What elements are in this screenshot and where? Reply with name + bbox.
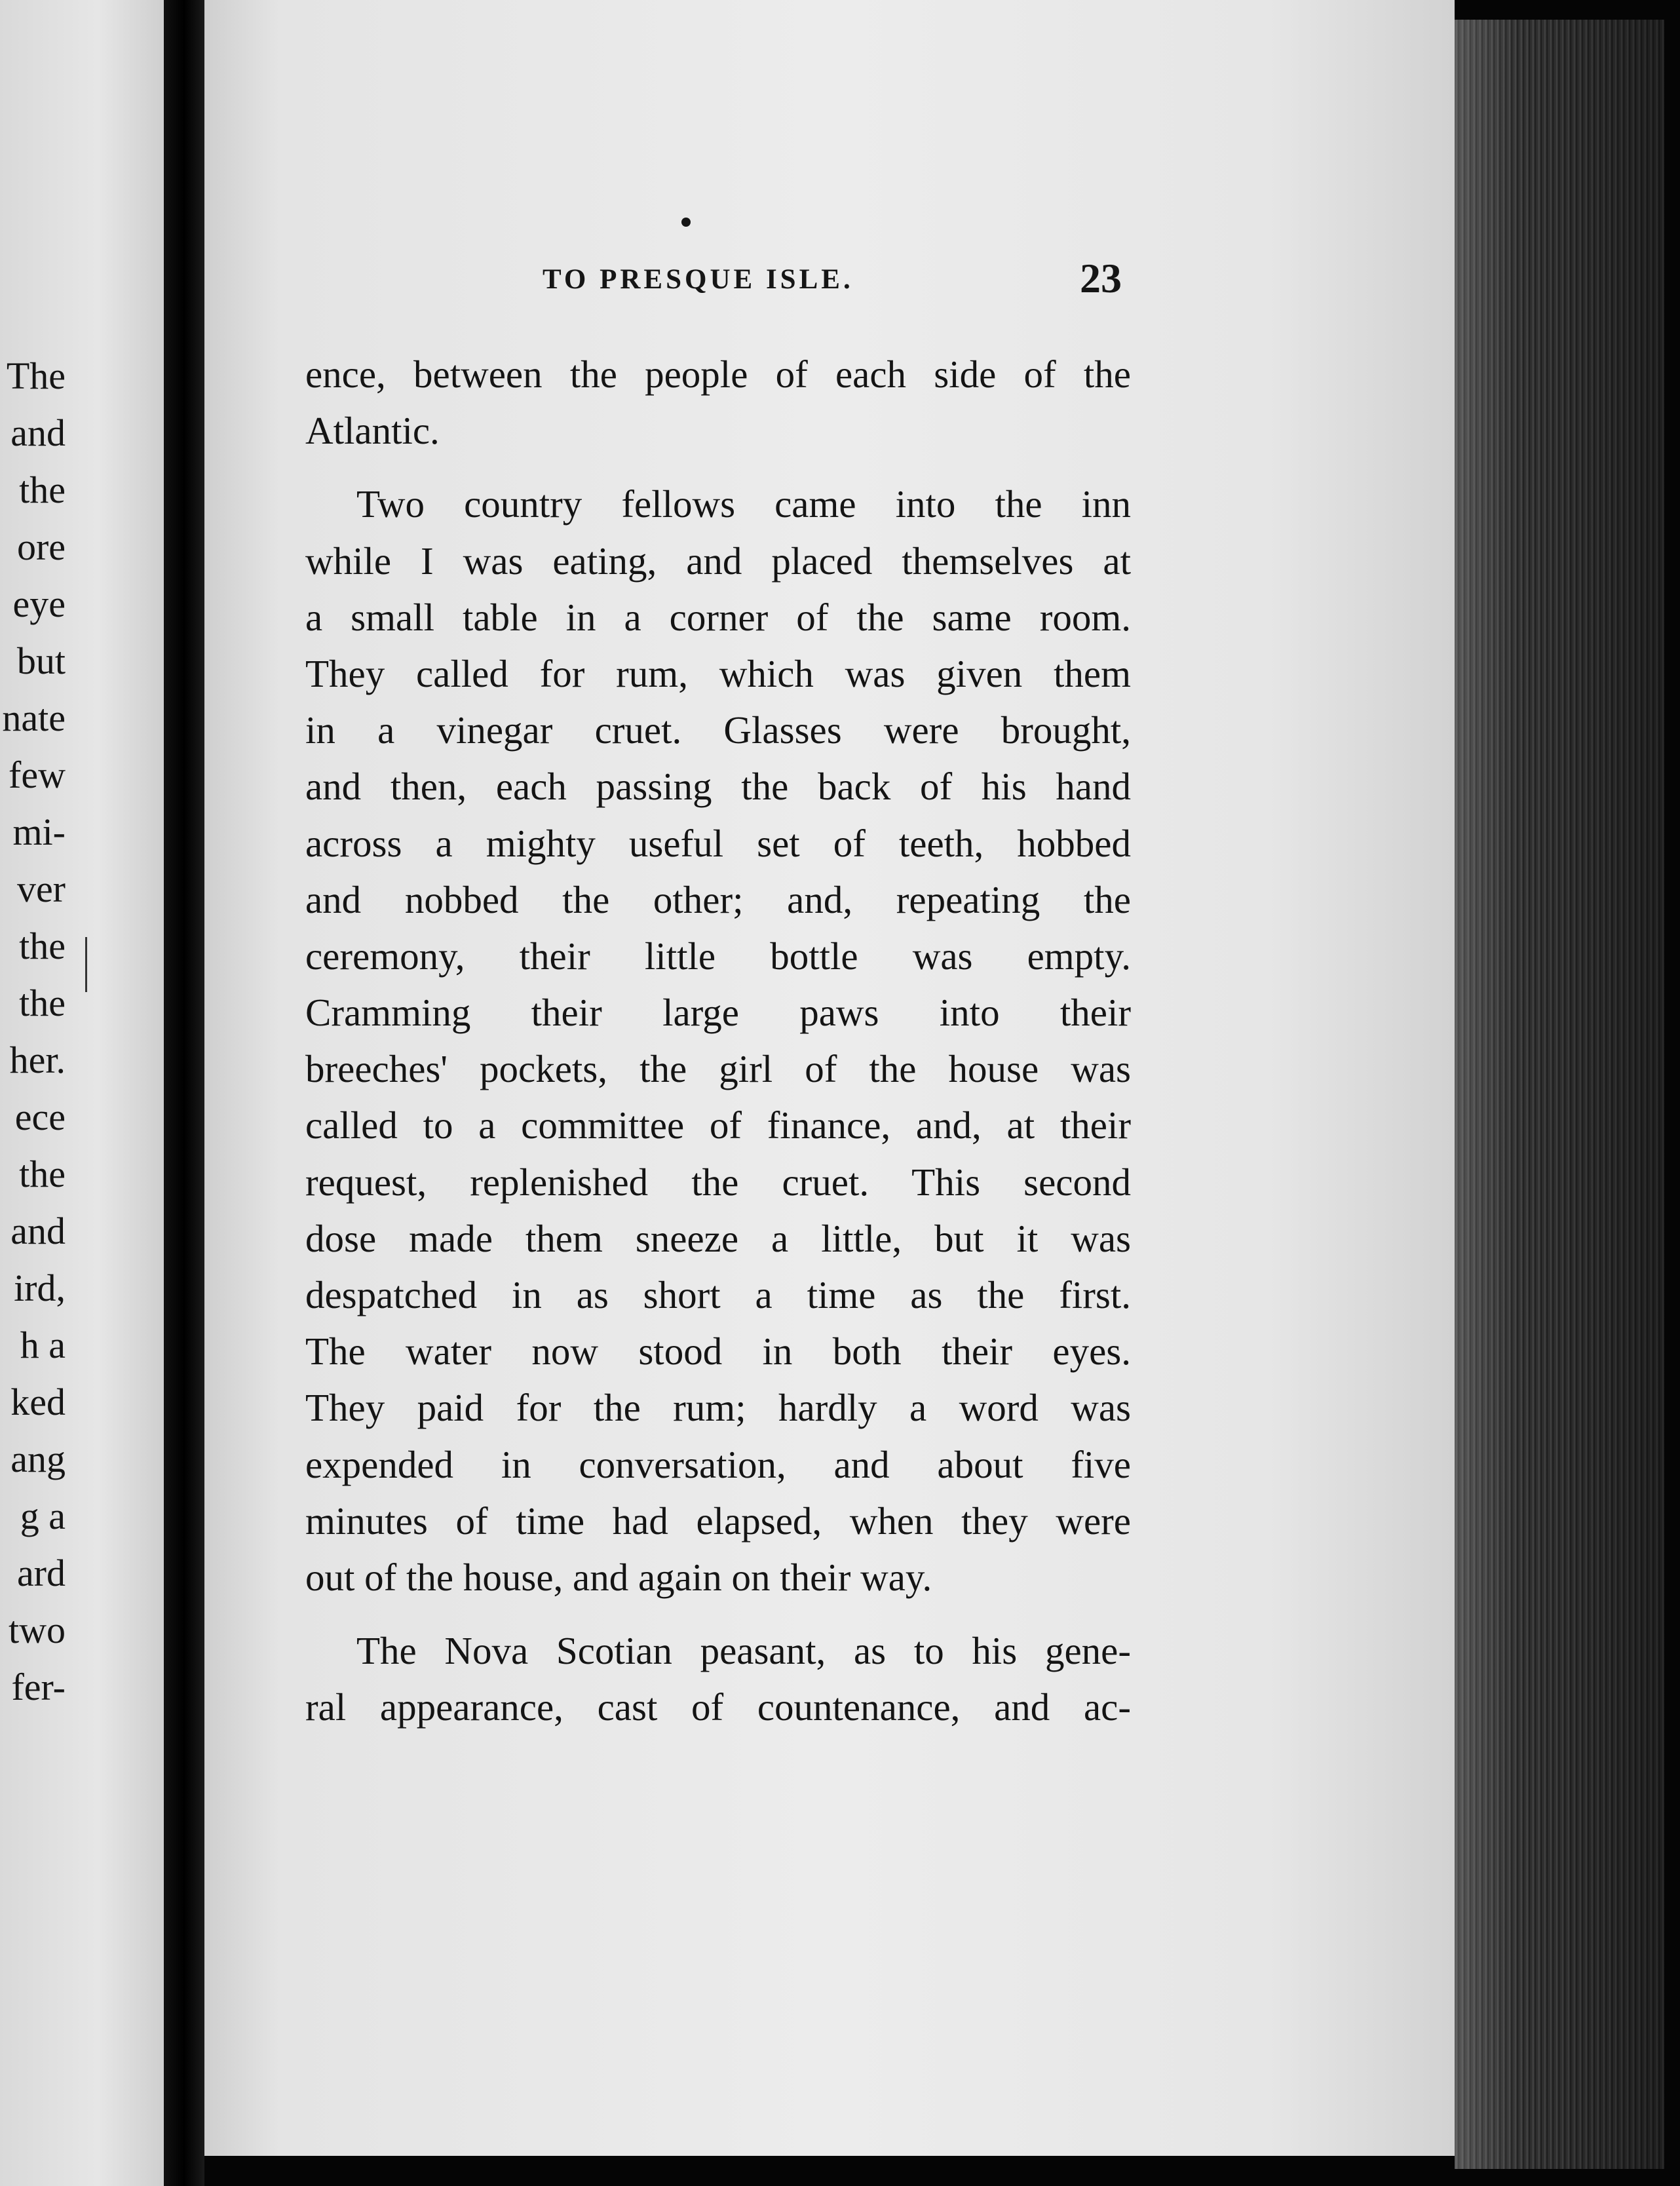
text-line: Two country fellows came into the inn [356, 482, 1131, 526]
text-line: dose made them sneeze a little, but it was [305, 1216, 1131, 1260]
left-page-fragment: her. [9, 1039, 66, 1081]
text-line: ral appearance, cast of countenance, and ac- [305, 1685, 1131, 1729]
left-page-fragment: eye [12, 583, 66, 625]
text-line: called to a committee of finance, and, at their [305, 1103, 1131, 1147]
text-line: out of the house, and again on their way. [305, 1555, 932, 1599]
text-line: They paid for the rum; hardly a word was [305, 1386, 1131, 1430]
left-page-fragment: the [19, 925, 66, 967]
left-page-fragment: ore [16, 526, 66, 568]
text-line: breeches' pockets, the girl of the house was [305, 1047, 1131, 1091]
text-line: ence, between the people of each side of the [305, 353, 1131, 396]
text-line: in a vinegar cruet. Glasses were brought, [305, 708, 1131, 752]
left-facing-page [0, 0, 164, 2186]
left-page-fragment: ird, [14, 1267, 66, 1309]
left-page-fragment: and [10, 1210, 66, 1252]
book-gutter [164, 0, 204, 2186]
ink-dot [681, 218, 691, 227]
text-line: Atlantic. [305, 409, 440, 453]
margin-mark [85, 937, 87, 992]
text-line: a small table in a corner of the same room. [305, 595, 1131, 639]
text-line: and nobbed the other; and, repeating the [305, 877, 1131, 921]
left-page-fragment: ked [10, 1381, 66, 1423]
left-page-fragment: ver [16, 868, 66, 910]
text-line: expended in conversation, and about five [305, 1442, 1131, 1486]
left-page-fragment: ard [16, 1552, 66, 1594]
left-page-fragment: two [9, 1609, 66, 1651]
left-page-fragment: mi- [12, 811, 66, 853]
text-line: The Nova Scotian peasant, as to his gene- [356, 1629, 1131, 1673]
left-page-fragments [0, 347, 164, 1716]
book-fore-edge [1455, 20, 1664, 2169]
left-page-fragment: h a [20, 1324, 66, 1366]
text-line: ceremony, their little bottle was empty. [305, 934, 1131, 978]
body-text [305, 346, 1131, 1736]
left-page-fragment: the [19, 1153, 66, 1195]
text-line: while I was eating, and placed themselves at [305, 539, 1131, 583]
text-line: minutes of time had elapsed, when they were [305, 1499, 1131, 1543]
left-page-fragment: ece [14, 1096, 66, 1138]
left-page-fragment: fer- [11, 1666, 66, 1708]
left-page-fragment: and [10, 412, 66, 454]
left-page-fragment: g a [20, 1495, 66, 1537]
text-line: across a mighty useful set of teeth, hobbed [305, 821, 1131, 865]
page-number: 23 [1080, 255, 1122, 301]
text-line: despatched in as short a time as the first. [305, 1273, 1131, 1316]
left-page-fragment: The [6, 355, 66, 397]
left-page-fragment: but [16, 640, 66, 682]
text-line: They called for rum, which was given them [305, 651, 1131, 695]
left-page-fragment: ang [10, 1438, 66, 1480]
text-line: and then, each passing the back of his hand [305, 765, 1131, 809]
paragraph-gap [305, 459, 1131, 476]
left-page-fragment: the [19, 982, 66, 1024]
text-line: The water now stood in both their eyes. [305, 1330, 1131, 1373]
left-page-fragment: nate [2, 697, 66, 739]
text-line: request, replenished the cruet. This second [305, 1160, 1131, 1204]
paragraph-gap [305, 1605, 1131, 1622]
text-line: Cramming their large paws into their [305, 991, 1131, 1035]
left-page-fragment: few [9, 754, 66, 796]
running-head: TO PRESQUE ISLE. [543, 264, 854, 295]
left-page-fragment: the [19, 469, 66, 511]
